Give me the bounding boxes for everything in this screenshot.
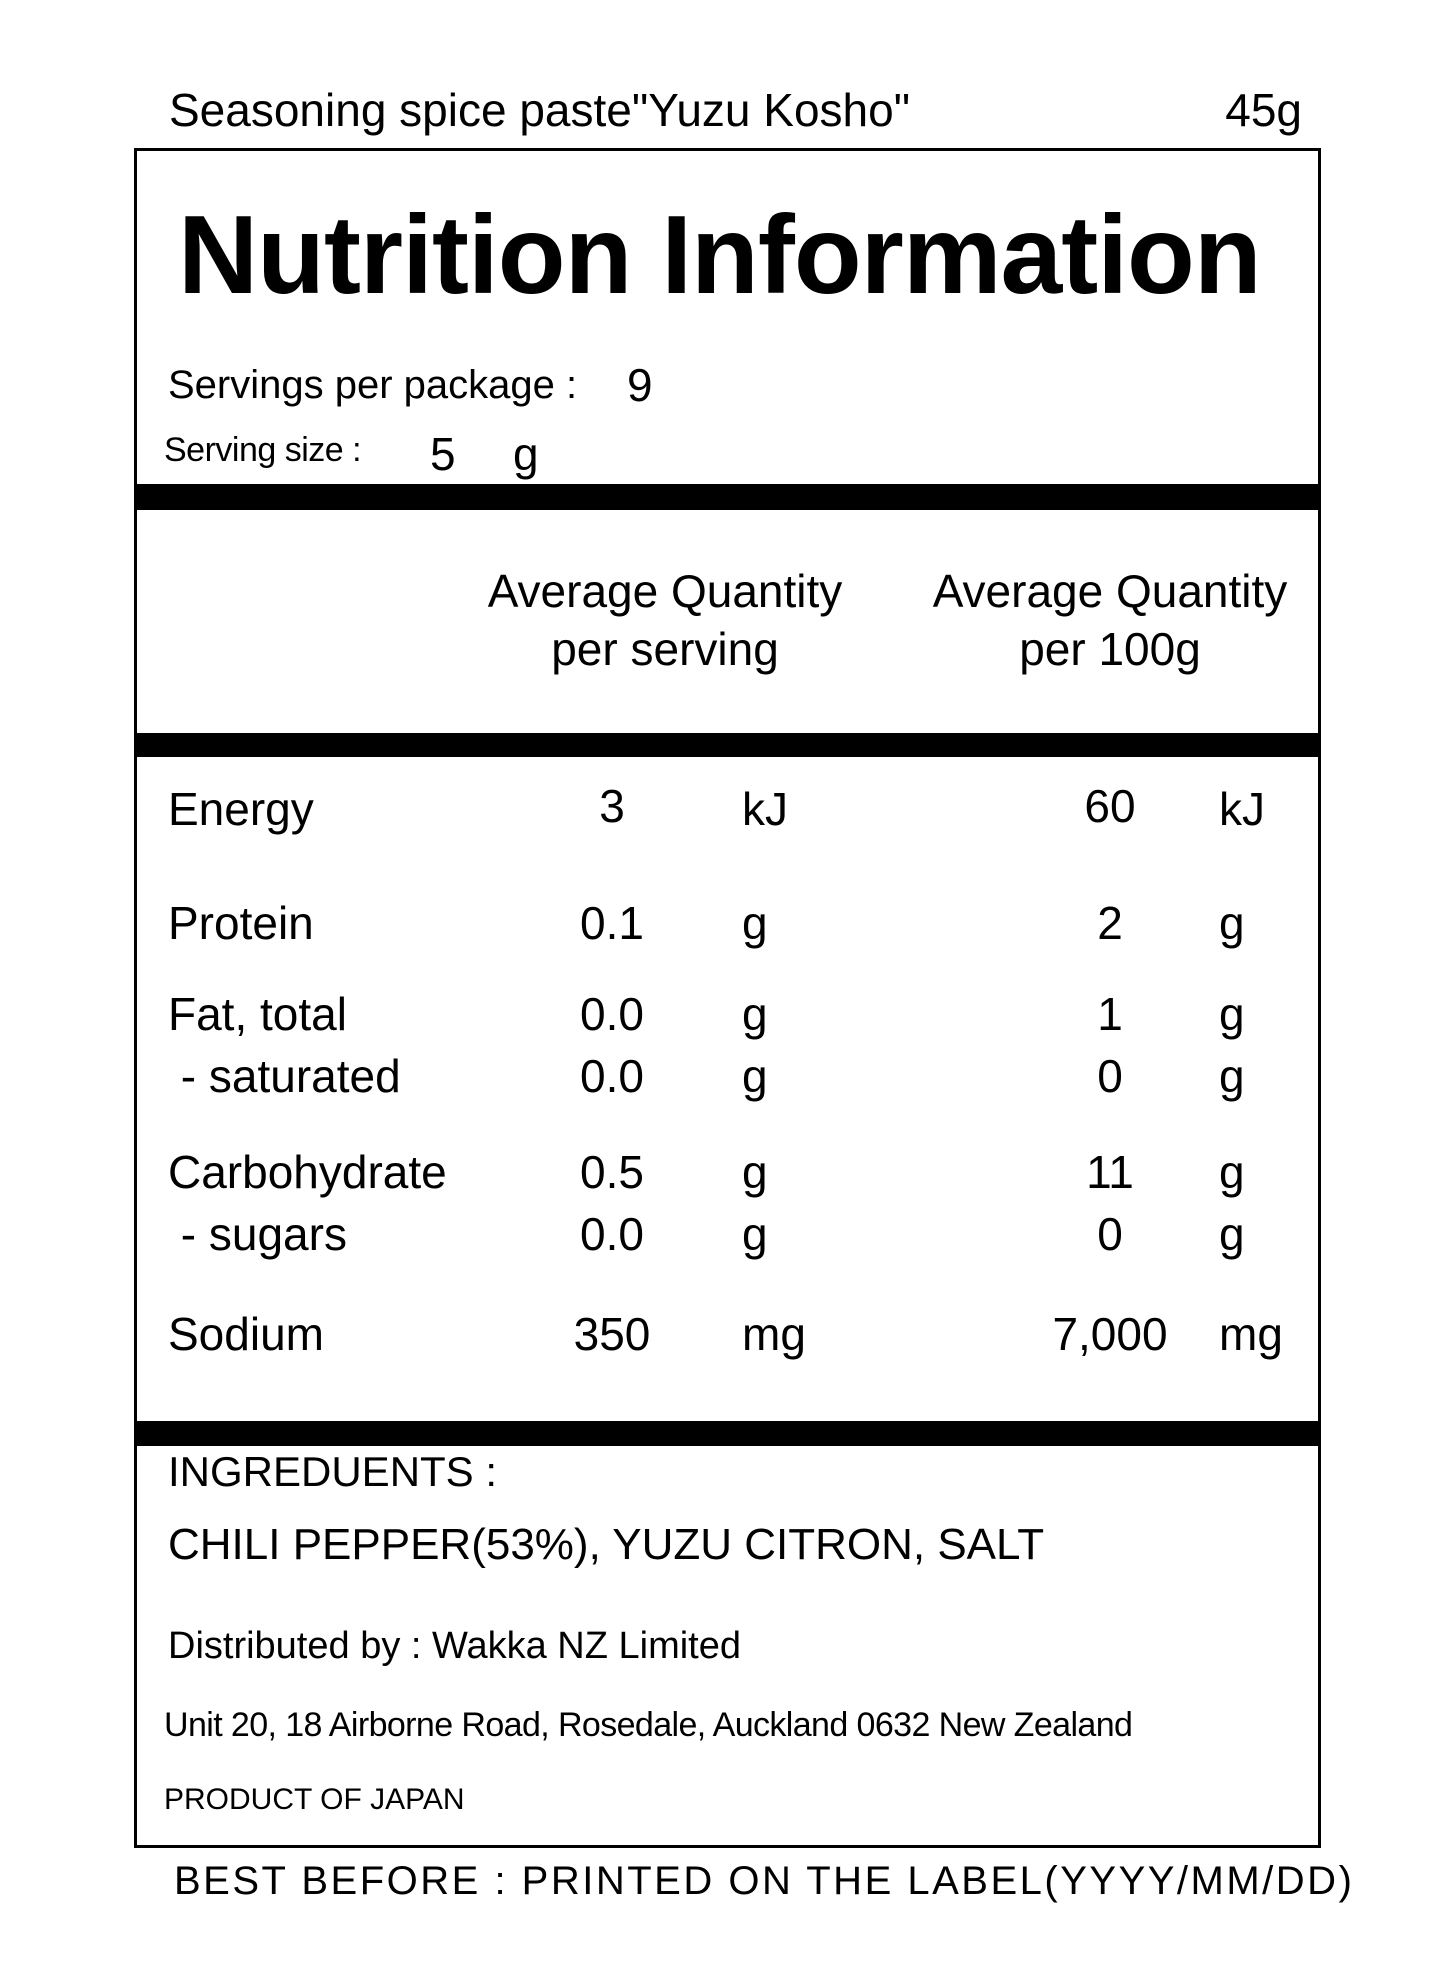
distributor: Distributed by : Wakka NZ Limited — [168, 1625, 741, 1667]
value-per-100g: 1 — [1097, 988, 1123, 1040]
product-name: Seasoning spice paste"Yuzu Kosho" — [169, 84, 911, 136]
value-per-serving: 0.5 — [580, 1146, 644, 1198]
nutrient-name: Energy — [168, 783, 314, 835]
divider-rule — [134, 733, 1321, 757]
unit-per-100g: mg — [1219, 1308, 1283, 1360]
best-before-note: BEST BEFORE : PRINTED ON THE LABEL(YYYY/MM/DD) — [174, 1859, 1355, 1903]
servings-per-package-value: 9 — [627, 359, 653, 411]
nutrient-name: Fat, total — [168, 988, 347, 1040]
nutrient-name: Carbohydrate — [168, 1146, 447, 1198]
column-header-line: Average Quantity — [932, 565, 1288, 617]
column-header-line: Average Quantity — [487, 565, 843, 617]
serving-size-value: 5 — [430, 428, 456, 480]
divider-rule — [134, 484, 1321, 510]
unit-per-serving: g — [742, 897, 768, 949]
unit-per-100g: g — [1219, 1146, 1245, 1198]
unit-per-100g: g — [1219, 1050, 1245, 1102]
value-per-100g: 2 — [1097, 897, 1123, 949]
unit-per-serving: g — [742, 1146, 768, 1198]
unit-per-100g: g — [1219, 897, 1245, 949]
value-per-100g: 0 — [1097, 1050, 1123, 1102]
unit-per-100g: kJ — [1219, 783, 1265, 835]
unit-per-100g: g — [1219, 1208, 1245, 1260]
nutrient-name: - sugars — [168, 1208, 347, 1260]
column-header-per-serving — [470, 562, 860, 678]
divider-rule — [134, 1421, 1321, 1446]
value-per-serving: 350 — [573, 1308, 651, 1360]
unit-per-serving: kJ — [742, 783, 788, 835]
net-weight: 45g — [1225, 84, 1302, 136]
unit-per-100g: g — [1219, 988, 1245, 1040]
value-per-serving: 0.0 — [580, 1208, 644, 1260]
nutrient-name: Protein — [168, 897, 314, 949]
country-of-origin: PRODUCT OF JAPAN — [164, 1783, 465, 1816]
serving-size-label: Serving size : — [164, 431, 362, 469]
value-per-100g: 11 — [1086, 1146, 1134, 1198]
servings-per-package-label: Servings per package : — [168, 363, 578, 407]
value-per-100g: 0 — [1097, 1208, 1123, 1260]
ingredients-heading: INGREDUENTS : — [168, 1448, 498, 1495]
unit-per-serving: g — [742, 1050, 768, 1102]
value-per-serving: 0.0 — [580, 988, 644, 1040]
column-header-per-100g — [915, 562, 1305, 678]
panel-title: Nutrition Information — [178, 193, 1261, 317]
unit-per-serving: g — [742, 988, 768, 1040]
column-header-line: per serving — [551, 623, 779, 675]
value-per-serving: 0.0 — [580, 1050, 644, 1102]
serving-size-unit: g — [513, 428, 539, 480]
nutrient-name: - saturated — [168, 1050, 401, 1102]
value-per-serving: 0.1 — [580, 897, 644, 949]
value-per-100g: 60 — [1084, 780, 1136, 832]
nutrient-name: Sodium — [168, 1308, 324, 1360]
ingredients-list: CHILI PEPPER(53%), YUZU CITRON, SALT — [168, 1520, 1045, 1569]
value-per-100g: 7,000 — [1052, 1308, 1168, 1360]
unit-per-serving: mg — [742, 1308, 806, 1360]
unit-per-serving: g — [742, 1208, 768, 1260]
column-header-line: per 100g — [1019, 623, 1201, 675]
value-per-serving: 3 — [599, 780, 625, 832]
distributor-address: Unit 20, 18 Airborne Road, Rosedale, Auckland 0632 New Zealand — [164, 1706, 1133, 1744]
